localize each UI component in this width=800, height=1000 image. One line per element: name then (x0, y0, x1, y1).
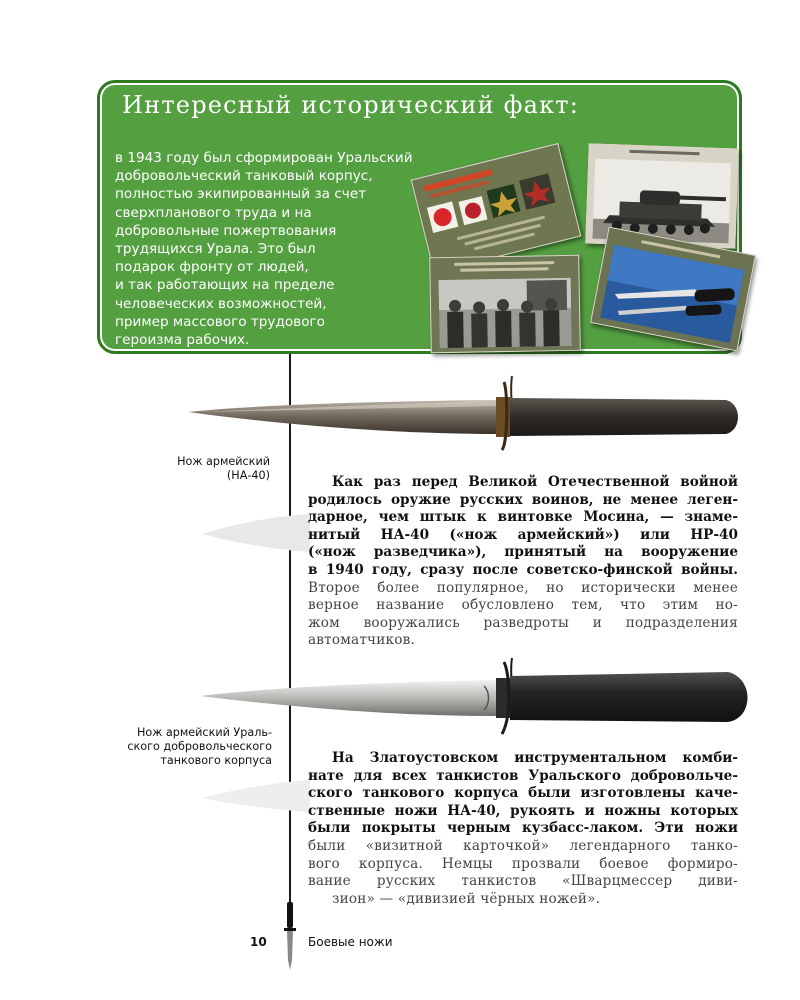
para-line: Как раз перед Великой Отечественной войной (332, 474, 738, 490)
para-line: вого корпуса. Немцы прозвали боевое формиро- (308, 855, 738, 872)
fact-line: в 1943 году был сформирован Уральский (115, 150, 413, 166)
fact-line: подарок фронту от людей, (115, 259, 309, 276)
para-line: были покрыты черным кузбасс-лаком. Эти ножи (308, 820, 738, 837)
para-line: ственные ножи НА-40, рукоять и ножны которых (308, 802, 738, 819)
fact-line: пример массового трудового (115, 313, 325, 330)
fact-line: человеческих возможностей, (115, 295, 327, 312)
para-line: жом вооружались разведроты и подразделения (308, 614, 738, 631)
para-line: ского танкового корпуса были изготовлены каче- (308, 785, 738, 802)
para-line: в 1940 году, сразу после советско-финской войны. (308, 561, 738, 578)
blade-ghost-image (200, 508, 310, 558)
caption-ural-knife (100, 726, 272, 768)
para-line: Второе более популярное, но исторически менее (308, 579, 738, 596)
paragraph-na40 (308, 474, 738, 650)
para-line: нате для всех танкистов Уральского добровольче- (308, 767, 738, 784)
fact-line: добровольческий танковый корпус, (115, 168, 373, 185)
para-line: зион» — «дивизией чёрных ножей». (332, 890, 601, 907)
book-title: Боевые ножи (308, 935, 393, 949)
para-line: верное название обусловлено тем, что этим но- (308, 597, 738, 614)
ural-tank-corps-knife-image (198, 656, 751, 738)
fact-title: Интересный исторический факт: (122, 91, 580, 119)
fact-line: героизма рабочих. (115, 332, 250, 349)
caption-line: Нож армейский Ураль- (136, 726, 272, 739)
army-knife-na40-image (186, 372, 741, 452)
caption-knife-na40 (120, 455, 270, 483)
para-line: были «визитной карточкой» легендарного танко- (308, 837, 738, 854)
para-line: дарное, чем штык к винтовке Мосина, — знаме- (308, 509, 738, 526)
soldiers-slide-image (429, 255, 581, 354)
footer-knife-icon (282, 902, 298, 970)
para-line: На Златоустовском инструментальном комби- (332, 750, 738, 766)
fact-line: сверхпланового труда и на (115, 204, 312, 221)
para-line: нитый НА-40 («нож армейский») или НР-40 (308, 526, 738, 543)
caption-line: танкового корпуса (160, 754, 272, 767)
blade-ghost-image-2 (200, 776, 310, 816)
paragraph-ural-knives (308, 750, 738, 908)
fact-line: трудящихся Урала. Это был (115, 241, 316, 258)
fact-line: полностью экипированный за счет (115, 186, 367, 203)
para-line: родилось оружие русских воинов, не менее леген- (308, 491, 738, 508)
caption-line: Нож армейский (177, 455, 270, 468)
page-number: 10 (250, 935, 267, 949)
para-line: автоматчиков. (308, 632, 415, 649)
para-line: («нож разведчика»), принятый на вооружение (308, 544, 738, 561)
fact-line: и так работающих на пределе (115, 277, 335, 294)
fact-line: добровольные пожертвования (115, 222, 337, 239)
caption-line: ского добровольческого (127, 740, 272, 753)
para-line: вание русских танкистов «Шварцмессер диви- (308, 873, 738, 890)
caption-line: (НА-40) (226, 469, 270, 482)
